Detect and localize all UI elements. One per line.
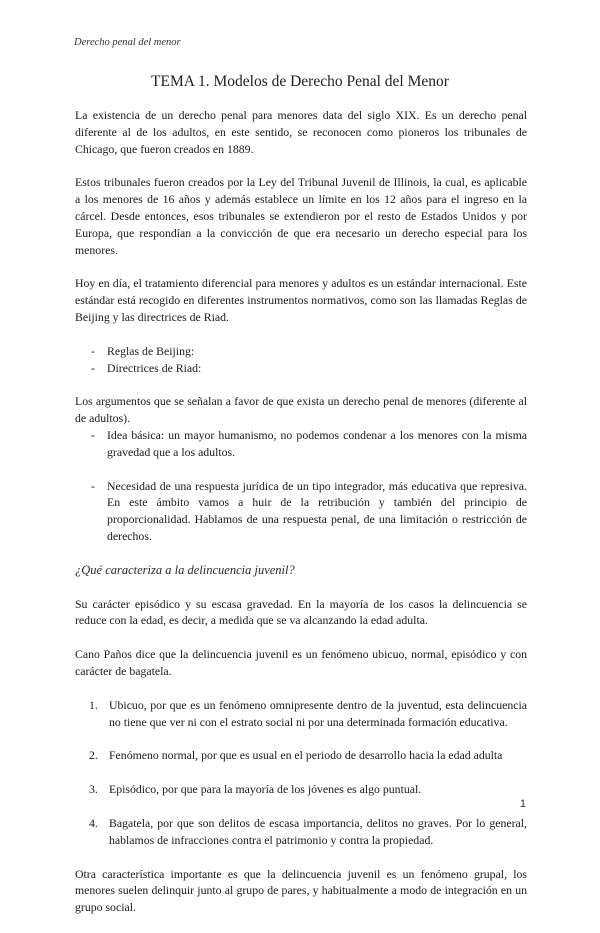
running-header: Derecho penal del menor [74, 37, 181, 48]
list-number: 3. [89, 782, 98, 797]
list-item-text: Episódico, por que para la mayoría de los jóvenes es algo puntual. [109, 782, 422, 797]
list-item: - Directrices de Riad: [75, 360, 527, 377]
list-number: 1. [89, 697, 98, 712]
paragraph-episodic: Su carácter episódico y su escasa gravedad. En la mayoría de los casos la delincuencia se reduce con la edad, es decir, a medida que se va alcanzando la edad adulta. [75, 596, 527, 628]
characteristics-list [75, 697, 527, 849]
list-item: - Reglas de Beijing: [75, 343, 527, 360]
list-item: - Necesidad de una respuesta jurídica de un tipo integrador, más educativa que represiva. En este ámbito vamos a huir de la retribución y también del principio de proporcionalidad. Hablamos de una respuesta penal, de una limitación o restricción de derechos. [75, 478, 527, 545]
paragraph-illinois: Estos tribunales fueron creados por la Ley del Tribunal Juvenil de Illinois, la cual, es aplicable a los menores de 16 años y además establece un límite en los 12 años para el ingreso en la cárcel. Desde entonces, esos tribunales se extendieron por el resto de Estados Unidos y por Europa, que respondían a la convicción de que era necesario un derecho especial para los menores. [75, 175, 527, 257]
list-item [75, 815, 527, 849]
paragraph-international-standard: Hoy en día, el tratamiento diferencial para menores y adultos es un estándar internacional. Este estándar está recogido en diferentes instrumentos normativos, como son las llamadas Reglas de Beijing y las directrices de Riad. [75, 276, 527, 324]
document-body [75, 107, 527, 933]
list-item [75, 747, 527, 764]
page-title: TEMA 1. Modelos de Derecho Penal del Menor [151, 73, 449, 90]
paragraph-arguments-intro: Los argumentos que se señalan a favor de que exista un derecho penal de menores (diferente al de adultos). [75, 394, 527, 426]
list-item [75, 781, 527, 798]
paragraph-group-phenomenon: Otra característica importante es que la delincuencia juvenil es un fenómeno grupal, los menores suelen delinquir junto al grupo de pares, y habitualmente a modo de integración en un grupo social. [75, 866, 527, 915]
list-item-text: Ubicuo, por que es un fenómeno omnipresente dentro de la juventud, esta delincuencia no tiene que ver ni con el estrato social ni por una determinada formación educativa. [109, 697, 527, 729]
paragraph-cano-panos: Cano Paños dice que la delincuencia juvenil es un fenómeno ubicuo, normal, episódico y con carácter de bagatela. [75, 647, 527, 678]
paragraph-origin: La existencia de un derecho penal para menores data del siglo XIX. Es un derecho penal diferente al de los adultos, en este sentido, se reconocen como pioneros los tribunales de Chicago, que fueron creados en 1889. [75, 108, 527, 156]
list-item-text: Fenómeno normal, por que es usual en el periodo de desarrollo hacia la edad adulta [109, 748, 503, 763]
arguments-list [75, 427, 527, 545]
list-number: 2. [89, 748, 98, 763]
instruments-list [75, 343, 527, 377]
list-item: - Idea básica: un mayor humanismo, no podemos condenar a los menores con la misma gravedad que a los adultos. [75, 427, 527, 461]
list-item [75, 697, 527, 731]
list-item-text: Bagatela, por que son delitos de escasa importancia, delitos no graves. Por lo general, hablamos de infracciones contra el patrimonio y contra la propiedad. [109, 815, 527, 847]
list-number: 4. [89, 815, 98, 830]
page-number: 1 [519, 798, 526, 810]
section-subheading: ¿Qué caracteriza a la delincuencia juvenil? [75, 562, 295, 577]
